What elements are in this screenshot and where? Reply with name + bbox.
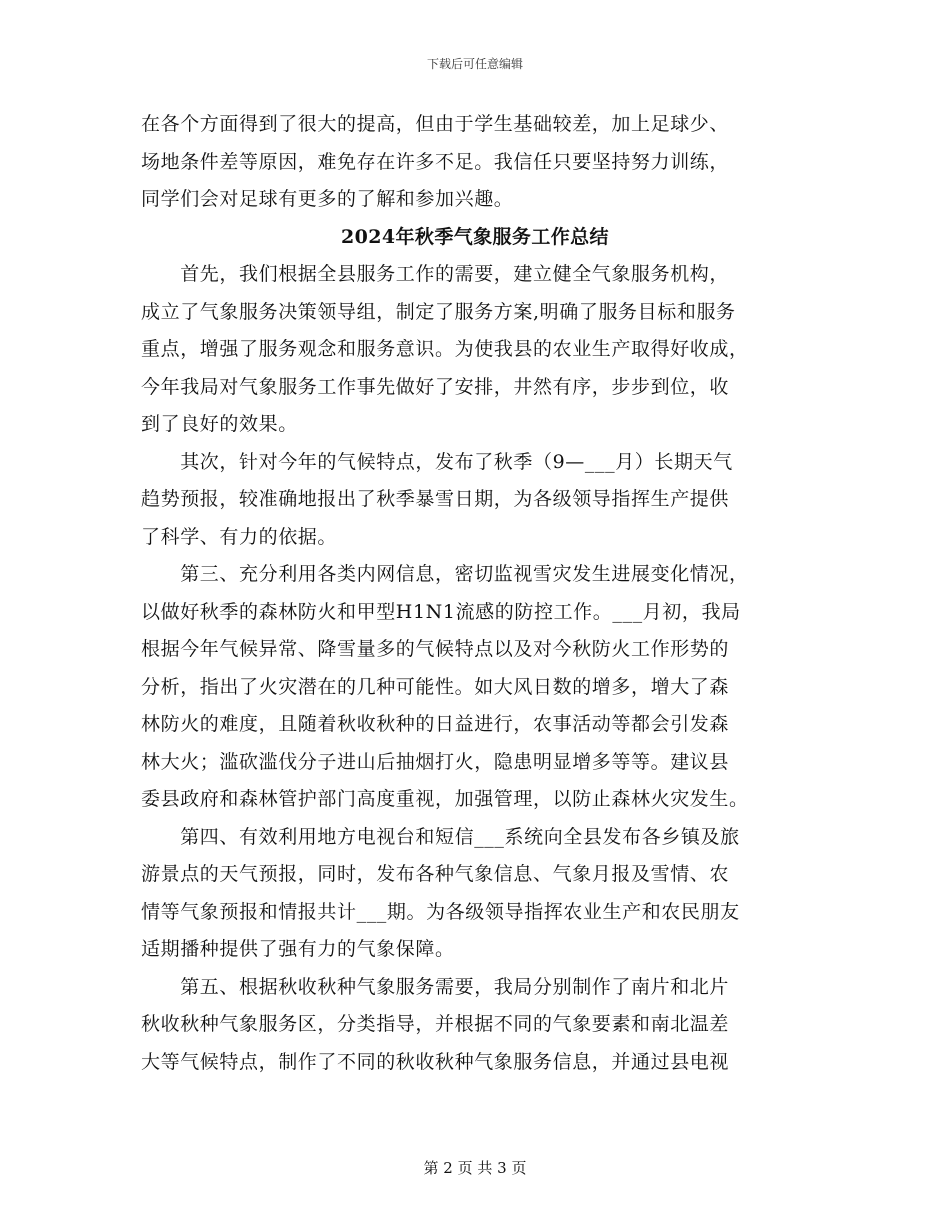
body-line: 今年我局对气象服务工作事先做好了安排，井然有序，步步到位，收 (141, 375, 730, 398)
body-line: 重点，增强了服务观念和服务意识。为使我县的农业生产取得好收成， (141, 338, 749, 360)
body-line: 场地条件差等原因，难免存在许多不足。我信任只要坚持努力训练， (141, 150, 730, 173)
body-line: 第四、有效利用地方电视台和短信___系统向全县发布各乡镇及旅 (141, 825, 740, 848)
body-line: 趋势预报，较准确地报出了秋季暴雪日期，为各级领导指挥生产提供 (141, 488, 730, 510)
body-line: 其次，针对今年的气候特点，发布了秋季（9—___月）长期天气 (141, 450, 733, 473)
body-line: 第五、根据秋收秋种气象服务需要，我局分别制作了南片和北片 (141, 975, 730, 998)
body-line: 了科学、有力的依据。 (141, 525, 338, 548)
body-line: 同学们会对足球有更多的了解和参加兴趣。 (141, 188, 514, 210)
body-line: 根据今年气候异常、降雪量多的气候特点以及对今秋防火工作形势的 (141, 638, 730, 660)
body-line: 首先，我们根据全县服务工作的需要，建立健全气象服务机构， (141, 263, 730, 285)
body-line: 到了良好的效果。 (141, 413, 298, 435)
body-line: 秋收秋种气象服务区，分类指导，并根据不同的气象要素和南北温差 (141, 1013, 730, 1035)
document-body (141, 106, 809, 1081)
section-title: 2024年秋季气象服务工作总结 (341, 225, 609, 248)
body-line: 大等气候特点，制作了不同的秋收秋种气象服务信息，并通过县电视 (141, 1050, 730, 1073)
body-line: 分析，指出了火灾潜在的几种可能性。如大风日数的增多，增大了森 (141, 675, 730, 698)
body-line: 林防火的难度，且随着秋收秋种的日益进行，农事活动等都会引发森 (141, 713, 730, 735)
body-line: 游景点的天气预报，同时，发布各种气象信息、气象月报及雪情、农 (141, 863, 730, 885)
body-line: 成立了气象服务决策领导组，制定了服务方案,明确了服务目标和服务 (141, 300, 736, 323)
body-line: 委县政府和森林管护部门高度重视，加强管理，以防止森林火灾发生。 (141, 788, 749, 810)
page-footer: 第 2 页 共 3 页 (423, 1159, 527, 1177)
body-line: 以做好秋季的森林防火和甲型H1N1流感的防控工作。___月初，我局 (141, 600, 741, 623)
body-line: 适期播种提供了强有力的气象保障。 (141, 938, 455, 960)
body-line: 第三、充分利用各类内网信息，密切监视雪灾发生进展变化情况， (141, 563, 749, 585)
body-line: 林大火；滥砍滥伐分子进山后抽烟打火，隐患明显增多等等。建议县 (141, 750, 730, 773)
page-header: 下载后可任意编辑 (426, 57, 523, 71)
body-line: 情等气象预报和情报共计___期。为各级领导指挥农业生产和农民朋友 (141, 900, 740, 923)
body-line: 在各个方面得到了很大的提高，但由于学生基础较差，加上足球少、 (141, 113, 730, 135)
